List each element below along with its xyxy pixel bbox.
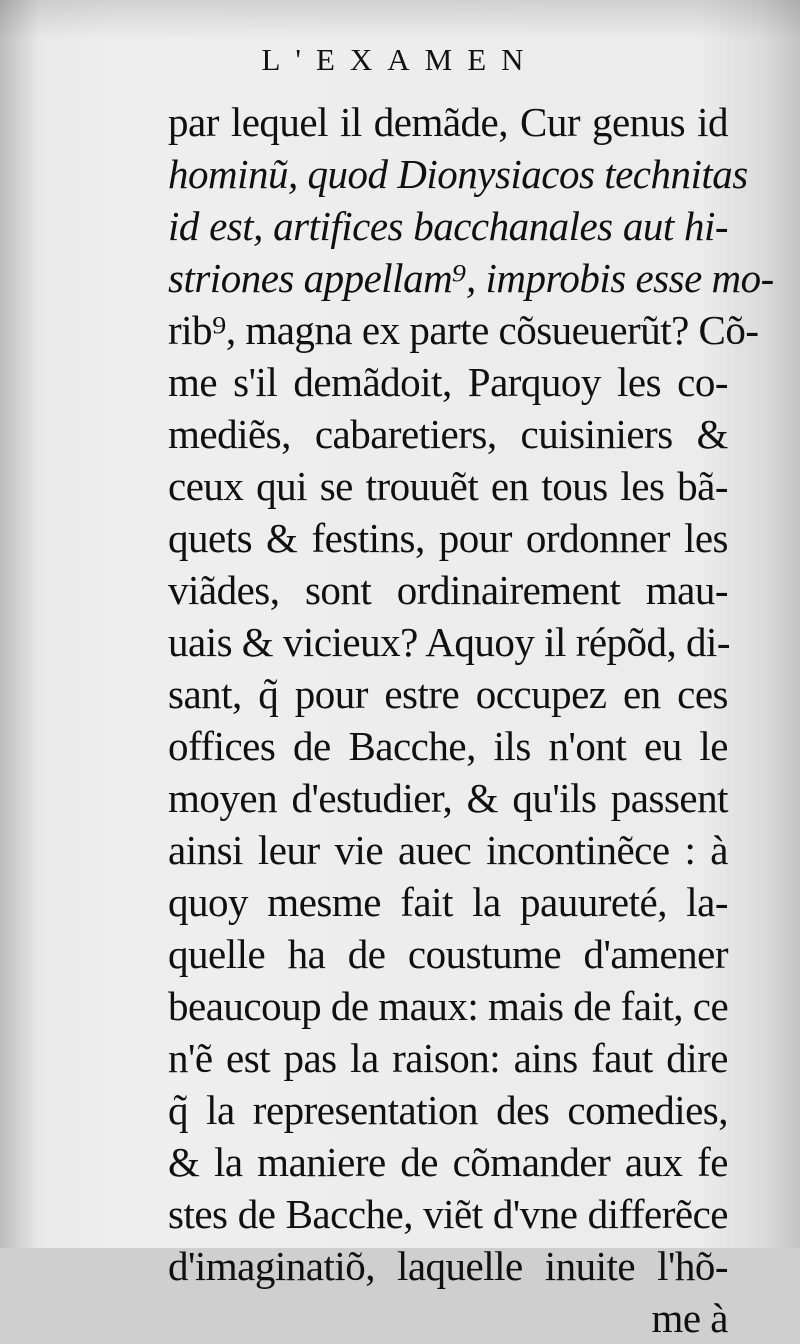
page-shadow bbox=[0, 0, 800, 40]
text-line: moyen d'estudier, & qu'ils passent bbox=[168, 775, 728, 821]
text-line: striones appellam⁹, improbis esse mo- bbox=[168, 255, 774, 301]
text-line: quoy mesme fait la pauureté, la- bbox=[168, 879, 728, 925]
text-line: ainsi leur vie auec incontinẽce : à bbox=[168, 827, 728, 873]
text-line: & la maniere de cõmander aux fe bbox=[168, 1139, 728, 1185]
text-line: stes de Bacche, viẽt d'vne differẽce bbox=[168, 1191, 728, 1237]
text-line: viãdes, sont ordinairement mau- bbox=[168, 567, 728, 613]
text-line: quelle ha de coustume d'amener bbox=[168, 931, 728, 977]
body-text bbox=[168, 96, 774, 1344]
text-line: offices de Bacche, ils n'ont eu le bbox=[168, 723, 728, 769]
text-line: id est, artifices bacchanales aut hi- bbox=[168, 203, 728, 249]
text-line: n'ẽ est pas la raison: ains faut dire bbox=[168, 1035, 728, 1081]
text-line: par lequel il demãde, Cur genus id bbox=[168, 99, 728, 145]
text-line: d'imaginatiõ, laquelle inuite l'hõ- bbox=[168, 1243, 728, 1289]
text-line: mediẽs, cabaretiers, cuisiniers & bbox=[168, 411, 728, 457]
running-head: L'EXAMEN bbox=[261, 42, 539, 77]
text-line: ceux qui se trouuẽt en tous les bã- bbox=[168, 463, 728, 509]
text-line: q̃ la representation des comedies, bbox=[168, 1087, 728, 1133]
text-line: beaucoup de maux: mais de fait, ce bbox=[168, 983, 729, 1029]
text-line: me s'il demãdoit, Parquoy les co- bbox=[168, 359, 728, 405]
text-line: sant, q̃ pour estre occupez en ces bbox=[168, 671, 728, 717]
text-line: quets & festins, pour ordonner les bbox=[168, 515, 728, 561]
text-line: hominũ, quod Dionysiacos technitas bbox=[168, 151, 748, 197]
text-line-catchword: me à bbox=[651, 1295, 728, 1341]
text-line: uais & vicieux? Aquoy il répõd, di- bbox=[168, 619, 731, 665]
text-line: rib⁹, magna ex parte cõsueuerũt? Cõ- bbox=[168, 307, 759, 353]
